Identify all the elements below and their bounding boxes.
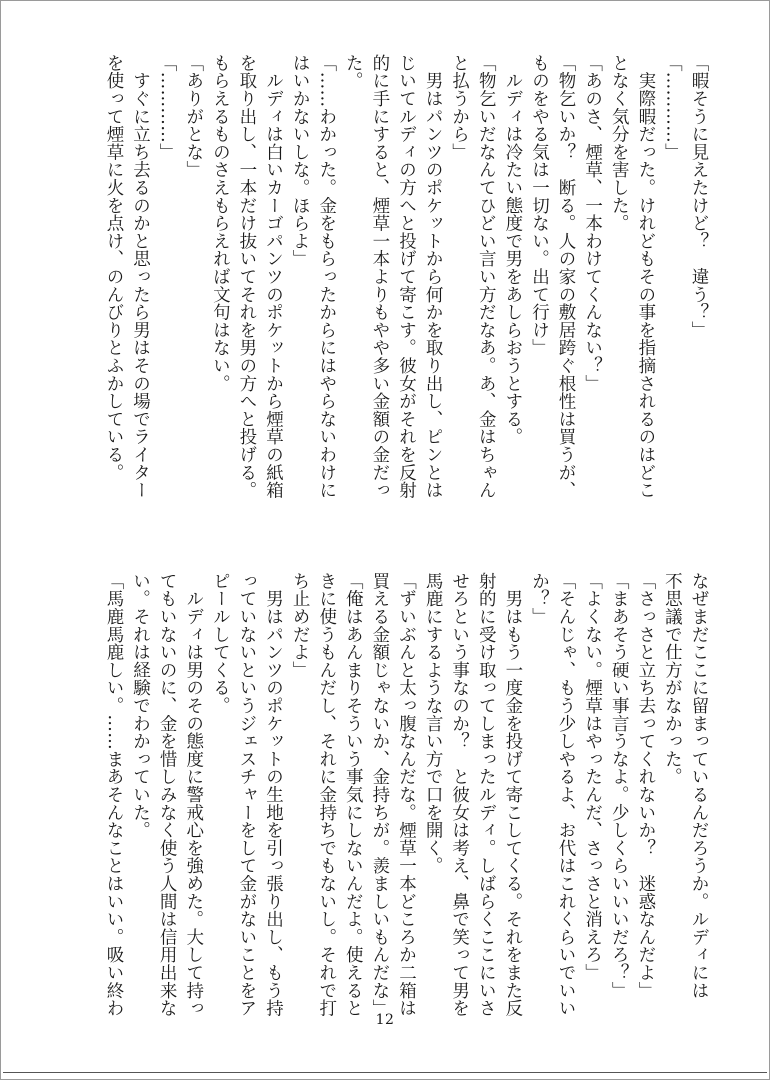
lower-text-block (72, 572, 712, 1017)
text-line: 「あのさ、煙草、一本わけてくんない？」 (582, 54, 603, 393)
text-line: と払うから」 (449, 54, 470, 161)
text-line: ものをやる気は一切ない。出て行け」 (529, 54, 550, 357)
text-line: 「まあそう硬い事言うなよ。少しくらいいいだろ？」 (609, 572, 630, 1000)
text-line: 「…………」 (157, 54, 178, 161)
text-line: ルディは男のその態度に警戒心を強めた。大して持っ (183, 572, 204, 1017)
text-line: もらえるものさえもらえれば文句はない。 (210, 54, 231, 393)
text-line: っていないというジェスチャーをして金がないことをア (236, 572, 257, 1017)
text-line: ルディは白いカーゴパンツのポケットから煙草の紙箱 (263, 54, 284, 499)
upper-text-block (72, 54, 712, 499)
text-line: なぜまだここに留まっているんだろうか。ルディには (689, 572, 709, 1000)
text-line: 「…………」 (662, 54, 683, 161)
text-line: 馬鹿にするような言い方で口を開く。 (423, 572, 444, 875)
text-line: 「ずいぶんと太っ腹なんだな。煙草一本どころか二箱は (396, 572, 417, 1017)
text-line: 「俺はあんまりそういう事気にしないんだよ。使えると (343, 572, 364, 1017)
text-line: きに使うもんだし、それに金持ちでもないし。それで打 (316, 572, 337, 1017)
text-line: 「ありがとな」 (183, 54, 204, 179)
text-line: はいかないしな。ほらよ」 (290, 54, 311, 268)
text-line: じいてルディの方へと投げて寄こす。彼女がそれを反射 (396, 54, 417, 499)
text-line: せろという事なのか？ と彼女は考え、鼻で笑って男を (449, 572, 470, 1017)
text-line: 「そんじゃ、もう少しやるよ、お代はこれくらいでいい (556, 572, 577, 1017)
text-line: となく気分を害した。 (609, 54, 630, 232)
text-line: 実際暇だった。けれどもその事を指摘されるのはどこ (635, 54, 656, 499)
text-line: 射的に受け取ってしまったルディ。しばらくここにいさ (476, 572, 497, 1017)
text-line: 的に手にすると、煙草一本よりもやや多い金額の金だっ (369, 54, 390, 499)
text-line: すぐに立ち去るのかと思ったら男はその場でライター (130, 54, 151, 499)
text-line: ピールしてくる。 (210, 572, 231, 715)
text-line: 「物乞いか？ 断る。人の家の敷居跨ぐ根性は買うが、 (556, 54, 577, 499)
text-line: 「……わかった。金をもらったからにはやらないわけに (316, 54, 337, 499)
text-line: 「さっさと立ち去ってくれないか？ 迷惑なんだよ」 (635, 572, 656, 1000)
text-line: 不思議で仕方がなかった。 (662, 572, 683, 786)
text-line: 「よくない。煙草はやったんだ、さっさと消えろ」 (582, 572, 603, 982)
text-line: い。それは経験でわかっていた。 (130, 572, 151, 839)
page-number: 12 (375, 1012, 395, 1028)
text-line: 「暇そうに見えたけど？ 違う？」 (689, 54, 709, 339)
text-line: ルディは冷たい態度で男をあしらおうとする。 (502, 54, 523, 446)
text-line: 男はパンツのポケットから何かを取り出し、ピンとは (423, 54, 444, 499)
page-bottom-edge (3, 1072, 767, 1073)
text-line: てもいないのに、金を惜しみなく使う人間は信用出来な (157, 572, 178, 1017)
text-line: 「物乞いだなんてひどい言い方だなあ。あ、金はちゃん (476, 54, 497, 499)
text-line: か？」 (529, 572, 550, 626)
text-line: 「馬鹿馬鹿しい。……まあそんなことはいい。吸い終わ (103, 572, 124, 1017)
text-line: 男はパンツのポケットの生地を引っ張り出し、もう持 (263, 572, 284, 1017)
text-line: を取り出し、一本だけ抜いてそれを男の方へと投げる。 (236, 54, 257, 499)
text-line: 買える金額じゃないか、金持ちが。羨ましいもんだな」 (369, 572, 390, 1017)
text-line: た。 (343, 54, 364, 90)
text-line: 男はもう一度金を投げて寄こしてくる。それをまた反 (502, 572, 523, 1017)
text-line: を使って煙草に火を点け、のんびりとふかしている。 (103, 54, 124, 482)
text-line: ち止めだよ」 (290, 572, 311, 679)
